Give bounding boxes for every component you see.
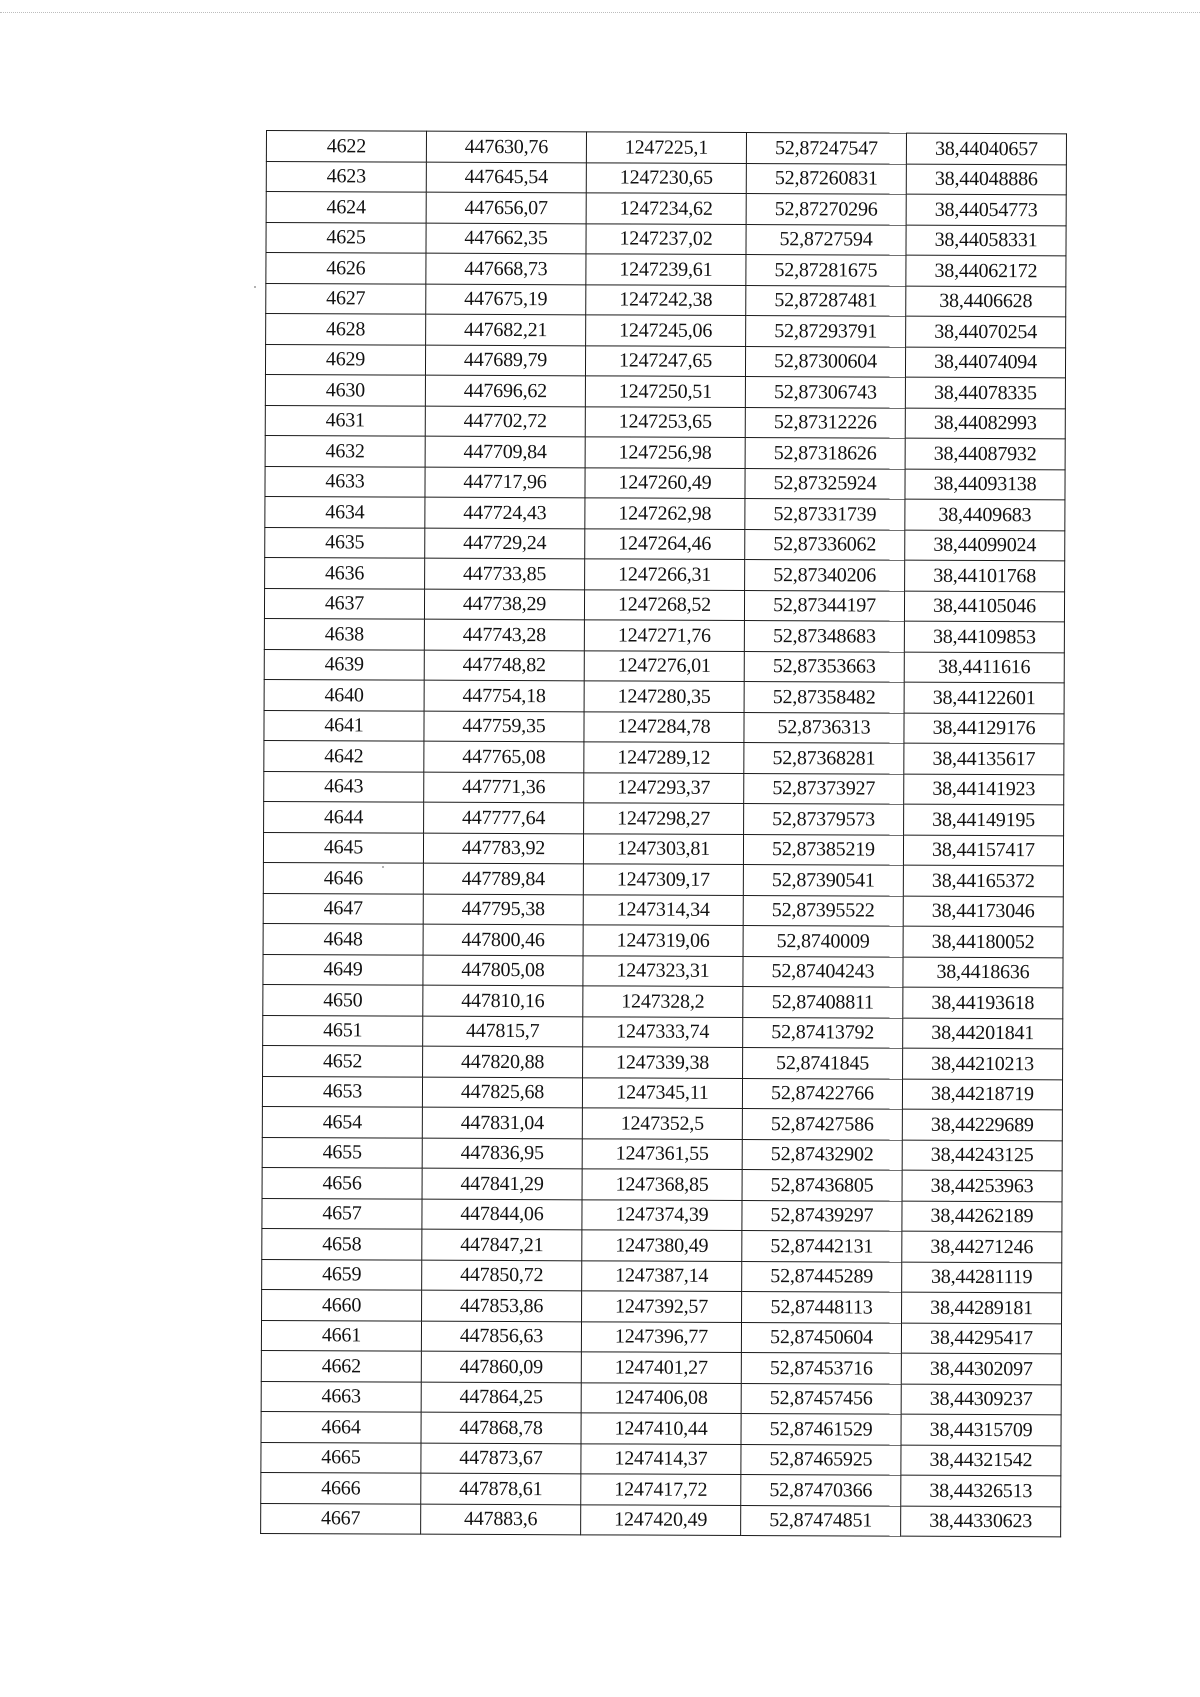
coord-y-cell: 1247280,35: [584, 681, 744, 712]
latitude-cell: 52,87408811: [743, 987, 903, 1018]
point-number-cell: 4652: [263, 1045, 423, 1076]
point-number-cell: 4638: [264, 618, 424, 649]
table-row: [262, 1137, 1062, 1171]
longitude-cell: 38,44141923: [904, 774, 1064, 805]
point-number-cell: 4637: [264, 588, 424, 619]
coord-x-cell: 447754,18: [424, 680, 584, 711]
longitude-cell: 38,44218719: [902, 1079, 1062, 1110]
coordinates-table: [260, 130, 1067, 1537]
longitude-cell: 38,44040657: [906, 133, 1066, 164]
latitude-cell: 52,87422766: [742, 1078, 902, 1109]
latitude-cell: 52,87427586: [742, 1109, 902, 1140]
coord-y-cell: 1247414,37: [581, 1443, 741, 1474]
point-number-cell: 4639: [264, 649, 424, 680]
coord-x-cell: 447717,96: [425, 467, 585, 498]
latitude-cell: 52,8740009: [743, 926, 903, 957]
coord-x-cell: 447682,21: [426, 314, 586, 345]
longitude-cell: 38,44210213: [903, 1048, 1063, 1079]
table-row: [263, 954, 1063, 988]
point-number-cell: 4653: [262, 1076, 422, 1107]
longitude-cell: 38,44062172: [906, 255, 1066, 286]
longitude-cell: 38,4418636: [903, 957, 1063, 988]
table-row: [262, 1167, 1062, 1201]
coord-y-cell: 1247264,46: [585, 528, 745, 559]
longitude-cell: 38,44309237: [901, 1384, 1061, 1415]
coord-y-cell: 1247230,65: [586, 162, 746, 193]
point-number-cell: 4625: [266, 222, 426, 253]
coord-x-cell: 447765,08: [424, 741, 584, 772]
point-number-cell: 4643: [264, 771, 424, 802]
table-row: [261, 1350, 1061, 1384]
latitude-cell: 52,87358482: [744, 682, 904, 713]
coord-x-cell: 447850,72: [422, 1260, 582, 1291]
coord-y-cell: 1247242,38: [586, 284, 746, 315]
table-row: [266, 161, 1066, 195]
table-row: [261, 1472, 1061, 1506]
coord-x-cell: 447820,88: [423, 1046, 583, 1077]
table-row: [263, 923, 1063, 957]
coord-y-cell: 1247247,65: [585, 345, 745, 376]
point-number-cell: 4630: [265, 374, 425, 405]
coord-x-cell: 447783,92: [423, 833, 583, 864]
longitude-cell: 38,44054773: [906, 194, 1066, 225]
coord-x-cell: 447630,76: [426, 131, 586, 162]
latitude-cell: 52,87432902: [742, 1139, 902, 1170]
latitude-cell: 52,87453716: [741, 1353, 901, 1384]
coord-y-cell: 1247323,31: [583, 955, 743, 986]
table-row: [265, 344, 1065, 378]
point-number-cell: 4660: [262, 1289, 422, 1320]
coord-y-cell: 1247410,44: [581, 1413, 741, 1444]
table-row: [263, 1015, 1063, 1049]
table-row: [265, 435, 1065, 469]
latitude-cell: 52,87373927: [744, 773, 904, 804]
point-number-cell: 4624: [266, 192, 426, 223]
coord-y-cell: 1247368,85: [582, 1169, 742, 1200]
coord-x-cell: 447873,67: [421, 1443, 581, 1474]
coord-y-cell: 1247392,57: [582, 1291, 742, 1322]
point-number-cell: 4636: [265, 557, 425, 588]
latitude-cell: 52,87395522: [743, 895, 903, 926]
coord-x-cell: 447815,7: [423, 1016, 583, 1047]
table-row: [265, 557, 1065, 591]
coord-x-cell: 447856,63: [421, 1321, 581, 1352]
table-row: [261, 1442, 1061, 1476]
point-number-cell: 4667: [261, 1503, 421, 1534]
coord-y-cell: 1247256,98: [585, 437, 745, 468]
coord-x-cell: 447724,43: [425, 497, 585, 528]
coord-y-cell: 1247266,31: [585, 559, 745, 590]
coord-y-cell: 1247284,78: [584, 711, 744, 742]
coord-x-cell: 447668,73: [426, 253, 586, 284]
latitude-cell: 52,87445289: [742, 1261, 902, 1292]
coord-y-cell: 1247250,51: [585, 376, 745, 407]
table-row: [266, 314, 1066, 348]
coord-x-cell: 447733,85: [425, 558, 585, 589]
latitude-cell: 52,87470366: [741, 1475, 901, 1506]
coord-x-cell: 447729,24: [425, 528, 585, 559]
point-number-cell: 4635: [265, 527, 425, 558]
table-row: [263, 832, 1063, 866]
latitude-cell: 52,87247547: [746, 133, 906, 164]
scan-speck: [254, 286, 256, 288]
table-row: [264, 679, 1064, 713]
table-row: [264, 740, 1064, 774]
coord-x-cell: 447709,84: [425, 436, 585, 467]
coord-x-cell: 447696,62: [425, 375, 585, 406]
coord-y-cell: 1247328,2: [583, 986, 743, 1017]
longitude-cell: 38,4409683: [905, 499, 1065, 530]
latitude-cell: 52,87385219: [743, 834, 903, 865]
table-row: [266, 253, 1066, 287]
point-number-cell: 4633: [265, 466, 425, 497]
longitude-cell: 38,44129176: [904, 713, 1064, 744]
point-number-cell: 4651: [263, 1015, 423, 1046]
coord-y-cell: 1247309,17: [583, 864, 743, 895]
latitude-cell: 52,87325924: [745, 468, 905, 499]
coord-y-cell: 1247268,52: [584, 589, 744, 620]
table-row: [264, 618, 1064, 652]
latitude-cell: 52,87436805: [742, 1170, 902, 1201]
coord-y-cell: 1247417,72: [581, 1474, 741, 1505]
coord-y-cell: 1247225,1: [586, 132, 746, 163]
coord-y-cell: 1247271,76: [584, 620, 744, 651]
point-number-cell: 4666: [261, 1472, 421, 1503]
longitude-cell: 38,44157417: [903, 835, 1063, 866]
coord-x-cell: 447847,21: [422, 1229, 582, 1260]
longitude-cell: 38,44074094: [905, 347, 1065, 378]
coord-x-cell: 447795,38: [423, 894, 583, 925]
point-number-cell: 4646: [263, 862, 423, 893]
longitude-cell: 38,44302097: [901, 1353, 1061, 1384]
coord-x-cell: 447864,25: [421, 1382, 581, 1413]
table-row: [266, 131, 1066, 165]
table-row: [261, 1381, 1061, 1415]
table-row: [266, 283, 1066, 317]
coord-x-cell: 447645,54: [426, 162, 586, 193]
point-number-cell: 4623: [266, 161, 426, 192]
coord-x-cell: 447789,84: [423, 863, 583, 894]
point-number-cell: 4665: [261, 1442, 421, 1473]
latitude-cell: 52,87404243: [743, 956, 903, 987]
table-row: [264, 801, 1064, 835]
point-number-cell: 4629: [265, 344, 425, 375]
longitude-cell: 38,44173046: [903, 896, 1063, 927]
longitude-cell: 38,44330623: [901, 1506, 1061, 1537]
latitude-cell: 52,87344197: [744, 590, 904, 621]
point-number-cell: 4627: [266, 283, 426, 314]
table-row: [263, 984, 1063, 1018]
longitude-cell: 38,44271246: [902, 1231, 1062, 1262]
latitude-cell: 52,87270296: [746, 194, 906, 225]
coord-y-cell: 1247260,49: [585, 467, 745, 498]
table-row: [264, 710, 1064, 744]
point-number-cell: 4632: [265, 435, 425, 466]
table-row: [261, 1320, 1061, 1354]
coord-y-cell: 1247253,65: [585, 406, 745, 437]
point-number-cell: 4657: [262, 1198, 422, 1229]
coord-x-cell: 447805,08: [423, 955, 583, 986]
coord-x-cell: 447743,28: [424, 619, 584, 650]
longitude-cell: 38,44281119: [902, 1262, 1062, 1293]
coord-y-cell: 1247234,62: [586, 193, 746, 224]
latitude-cell: 52,8727594: [746, 224, 906, 255]
coord-x-cell: 447836,95: [422, 1138, 582, 1169]
point-number-cell: 4631: [265, 405, 425, 436]
latitude-cell: 52,87461529: [741, 1414, 901, 1445]
table-row: [263, 862, 1063, 896]
point-number-cell: 4662: [261, 1350, 421, 1381]
longitude-cell: 38,44326513: [901, 1475, 1061, 1506]
latitude-cell: 52,87390541: [743, 865, 903, 896]
latitude-cell: 52,87340206: [745, 560, 905, 591]
point-number-cell: 4663: [261, 1381, 421, 1412]
coord-x-cell: 447689,79: [425, 345, 585, 376]
point-number-cell: 4622: [266, 131, 426, 162]
latitude-cell: 52,87287481: [746, 285, 906, 316]
latitude-cell: 52,87331739: [745, 499, 905, 530]
longitude-cell: 38,44149195: [904, 804, 1064, 835]
coord-y-cell: 1247420,49: [581, 1504, 741, 1535]
latitude-cell: 52,87353663: [744, 651, 904, 682]
longitude-cell: 38,44321542: [901, 1445, 1061, 1476]
table-row: [261, 1503, 1061, 1537]
latitude-cell: 52,87318626: [745, 438, 905, 469]
latitude-cell: 52,87442131: [742, 1231, 902, 1262]
point-number-cell: 4655: [262, 1137, 422, 1168]
coord-x-cell: 447841,29: [422, 1168, 582, 1199]
latitude-cell: 52,87293791: [746, 316, 906, 347]
latitude-cell: 52,87300604: [745, 346, 905, 377]
latitude-cell: 52,8741845: [743, 1048, 903, 1079]
table-row: [265, 496, 1065, 530]
latitude-cell: 52,87306743: [745, 377, 905, 408]
coord-x-cell: 447702,72: [425, 406, 585, 437]
latitude-cell: 52,87348683: [744, 621, 904, 652]
table-row: [265, 527, 1065, 561]
point-number-cell: 4649: [263, 954, 423, 985]
coord-x-cell: 447738,29: [424, 589, 584, 620]
coord-x-cell: 447860,09: [421, 1351, 581, 1382]
longitude-cell: 38,44289181: [902, 1292, 1062, 1323]
coord-y-cell: 1247276,01: [584, 650, 744, 681]
table-row: [265, 466, 1065, 500]
point-number-cell: 4640: [264, 679, 424, 710]
table-row: [266, 222, 1066, 256]
longitude-cell: 38,44201841: [903, 1018, 1063, 1049]
point-number-cell: 4648: [263, 923, 423, 954]
coord-x-cell: 447662,35: [426, 223, 586, 254]
table-row: [262, 1076, 1062, 1110]
table-row: [262, 1259, 1062, 1293]
point-number-cell: 4658: [262, 1228, 422, 1259]
latitude-cell: 52,8736313: [744, 712, 904, 743]
point-number-cell: 4634: [265, 496, 425, 527]
point-number-cell: 4626: [266, 253, 426, 284]
longitude-cell: 38,44315709: [901, 1414, 1061, 1445]
coordinates-table-body: [261, 131, 1067, 1537]
coord-x-cell: 447759,35: [424, 711, 584, 742]
longitude-cell: 38,4406628: [906, 286, 1066, 317]
coord-x-cell: 447844,06: [422, 1199, 582, 1230]
latitude-cell: 52,87260831: [746, 163, 906, 194]
longitude-cell: 38,44078335: [905, 377, 1065, 408]
longitude-cell: 38,44099024: [905, 530, 1065, 561]
table-row: [266, 192, 1066, 226]
table-row: [262, 1289, 1062, 1323]
coord-x-cell: 447800,46: [423, 924, 583, 955]
longitude-cell: 38,44101768: [905, 560, 1065, 591]
longitude-cell: 38,44105046: [904, 591, 1064, 622]
table-row: [263, 893, 1063, 927]
coord-x-cell: 447675,19: [426, 284, 586, 315]
latitude-cell: 52,87312226: [745, 407, 905, 438]
latitude-cell: 52,87448113: [742, 1292, 902, 1323]
coord-y-cell: 1247293,37: [584, 772, 744, 803]
coord-y-cell: 1247239,61: [586, 254, 746, 285]
coord-x-cell: 447825,68: [422, 1077, 582, 1108]
coord-x-cell: 447810,16: [423, 985, 583, 1016]
point-number-cell: 4645: [263, 832, 423, 863]
coord-y-cell: 1247319,06: [583, 925, 743, 956]
latitude-cell: 52,87457456: [741, 1383, 901, 1414]
coord-y-cell: 1247303,81: [583, 833, 743, 864]
point-number-cell: 4656: [262, 1167, 422, 1198]
point-number-cell: 4650: [263, 984, 423, 1015]
coord-y-cell: 1247339,38: [583, 1047, 743, 1078]
coord-y-cell: 1247361,55: [582, 1138, 742, 1169]
coord-x-cell: 447748,82: [424, 650, 584, 681]
latitude-cell: 52,87368281: [744, 743, 904, 774]
table-row: [261, 1411, 1061, 1445]
latitude-cell: 52,87379573: [744, 804, 904, 835]
table-row: [265, 405, 1065, 439]
point-number-cell: 4647: [263, 893, 423, 924]
latitude-cell: 52,87439297: [742, 1200, 902, 1231]
table-row: [262, 1106, 1062, 1140]
coord-x-cell: 447831,04: [422, 1107, 582, 1138]
point-number-cell: 4659: [262, 1259, 422, 1290]
coord-y-cell: 1247298,27: [584, 803, 744, 834]
coord-y-cell: 1247352,5: [582, 1108, 742, 1139]
coord-y-cell: 1247401,27: [581, 1352, 741, 1383]
longitude-cell: 38,44048886: [906, 164, 1066, 195]
coord-x-cell: 447878,61: [421, 1473, 581, 1504]
latitude-cell: 52,87465925: [741, 1444, 901, 1475]
coord-x-cell: 447853,86: [422, 1290, 582, 1321]
point-number-cell: 4642: [264, 740, 424, 771]
latitude-cell: 52,87450604: [741, 1322, 901, 1353]
point-number-cell: 4661: [261, 1320, 421, 1351]
table-row: [264, 588, 1064, 622]
longitude-cell: 38,44109853: [904, 621, 1064, 652]
point-number-cell: 4664: [261, 1411, 421, 1442]
table-row: [264, 649, 1064, 683]
coord-y-cell: 1247396,77: [581, 1321, 741, 1352]
longitude-cell: 38,44082993: [905, 408, 1065, 439]
longitude-cell: 38,44229689: [902, 1109, 1062, 1140]
point-number-cell: 4644: [264, 801, 424, 832]
longitude-cell: 38,4411616: [904, 652, 1064, 683]
coord-x-cell: 447777,64: [424, 802, 584, 833]
longitude-cell: 38,44135617: [904, 743, 1064, 774]
coord-y-cell: 1247406,08: [581, 1382, 741, 1413]
longitude-cell: 38,44070254: [906, 316, 1066, 347]
point-number-cell: 4641: [264, 710, 424, 741]
longitude-cell: 38,44180052: [903, 926, 1063, 957]
longitude-cell: 38,44093138: [905, 469, 1065, 500]
longitude-cell: 38,44253963: [902, 1170, 1062, 1201]
table-row: [264, 771, 1064, 805]
coord-y-cell: 1247387,14: [582, 1260, 742, 1291]
coord-y-cell: 1247374,39: [582, 1199, 742, 1230]
longitude-cell: 38,44262189: [902, 1201, 1062, 1232]
longitude-cell: 38,44165372: [903, 865, 1063, 896]
table-row: [262, 1228, 1062, 1262]
latitude-cell: 52,87336062: [745, 529, 905, 560]
scan-top-edge: [0, 12, 1200, 13]
coord-y-cell: 1247380,49: [582, 1230, 742, 1261]
coord-x-cell: 447883,6: [421, 1504, 581, 1535]
coord-y-cell: 1247345,11: [582, 1077, 742, 1108]
table-row: [262, 1198, 1062, 1232]
coord-y-cell: 1247333,74: [583, 1016, 743, 1047]
longitude-cell: 38,44087932: [905, 438, 1065, 469]
table-row: [263, 1045, 1063, 1079]
coord-y-cell: 1247314,34: [583, 894, 743, 925]
longitude-cell: 38,44193618: [903, 987, 1063, 1018]
coord-x-cell: 447656,07: [426, 192, 586, 223]
longitude-cell: 38,44122601: [904, 682, 1064, 713]
coord-y-cell: 1247289,12: [584, 742, 744, 773]
longitude-cell: 38,44243125: [902, 1140, 1062, 1171]
latitude-cell: 52,87474851: [741, 1505, 901, 1536]
longitude-cell: 38,44058331: [906, 225, 1066, 256]
point-number-cell: 4628: [266, 314, 426, 345]
coord-y-cell: 1247245,06: [586, 315, 746, 346]
coord-x-cell: 447771,36: [424, 772, 584, 803]
latitude-cell: 52,87413792: [743, 1017, 903, 1048]
coord-y-cell: 1247262,98: [585, 498, 745, 529]
coord-x-cell: 447868,78: [421, 1412, 581, 1443]
latitude-cell: 52,87281675: [746, 255, 906, 286]
longitude-cell: 38,44295417: [901, 1323, 1061, 1354]
table-row: [265, 374, 1065, 408]
point-number-cell: 4654: [262, 1106, 422, 1137]
coord-y-cell: 1247237,02: [586, 223, 746, 254]
